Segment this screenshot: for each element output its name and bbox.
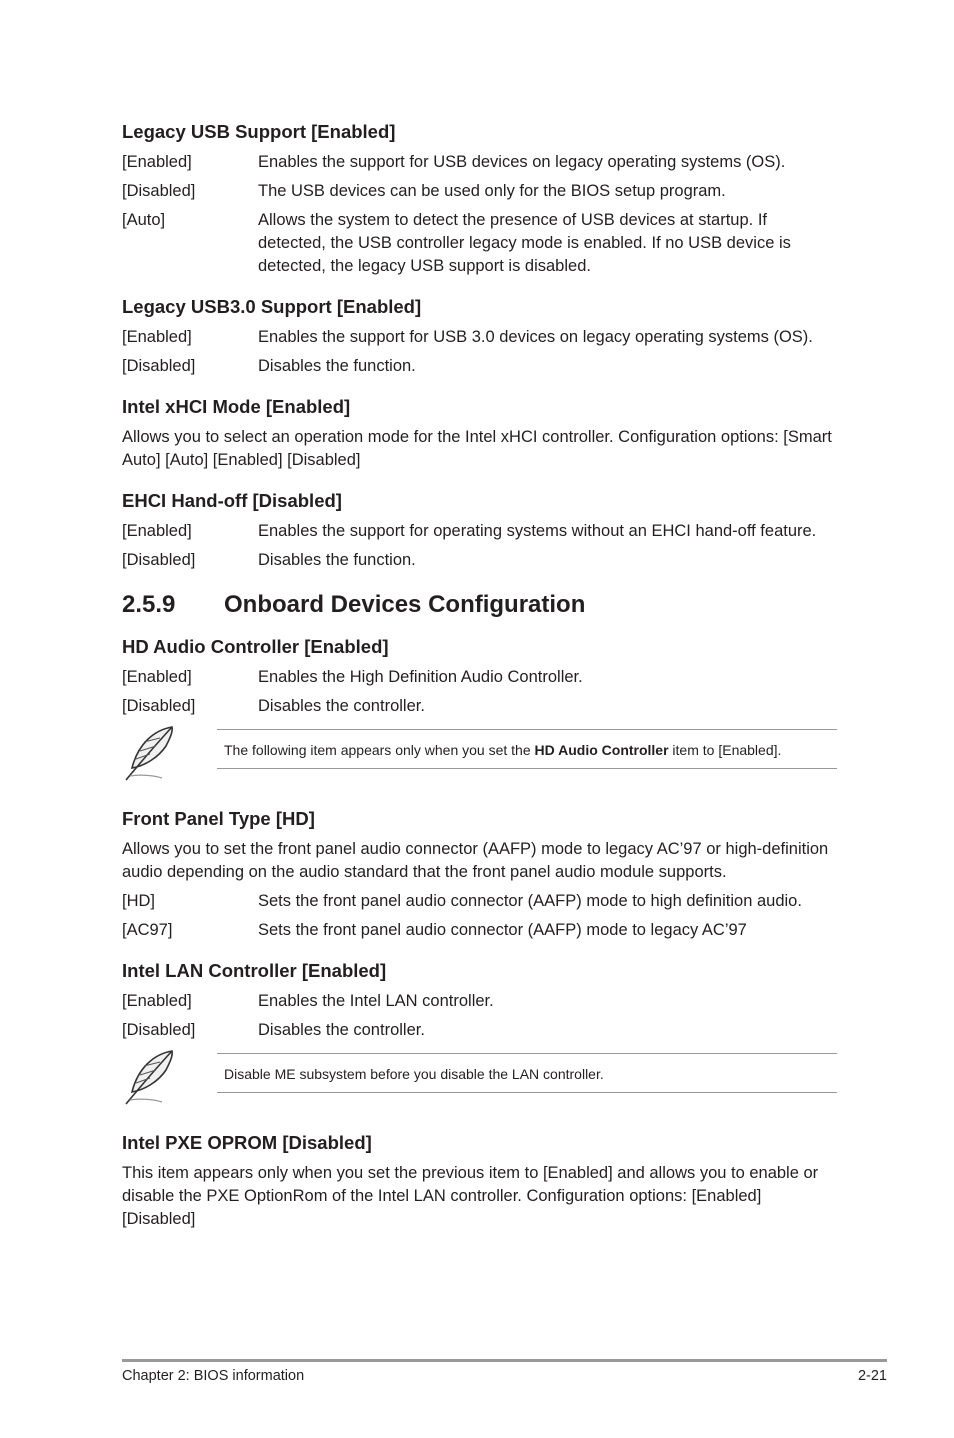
note-text: The following item appears only when you set the HD Audio Controller item to [Enabled]. (217, 729, 837, 769)
option-key: [Disabled] (122, 697, 196, 715)
option-row (122, 919, 837, 942)
section-ehci-handoff (122, 490, 837, 572)
option-desc: Allows the system to detect the presence of USB devices at startup. If detected, the USB controller legacy mode is enabled. If no USB device is detected, the legacy USB support is disabled. (258, 211, 791, 275)
section-heading: EHCI Hand-off [Disabled] (122, 490, 342, 511)
option-row (122, 890, 837, 913)
option-row (122, 549, 837, 572)
option-key: [Enabled] (122, 522, 192, 540)
section-paragraph: Allows you to set the front panel audio connector (AAFP) mode to legacy AC’97 or high-definition audio depending on the audio standard that the front panel audio module supports. (122, 840, 829, 881)
section-paragraph: Allows you to select an operation mode for the Intel xHCI controller. Configuration options: [Smart Auto] [Auto] [Enabled] [Disabled] (122, 428, 832, 469)
chapter-section-heading (122, 590, 837, 620)
option-row (122, 1019, 837, 1042)
option-key: [Disabled] (122, 551, 196, 569)
section-number: 2.5.9 (122, 591, 176, 618)
option-desc: Disables the function. (258, 551, 416, 569)
option-key: [AC97] (122, 921, 173, 939)
option-key: [Enabled] (122, 328, 192, 346)
footer-divider (122, 1359, 887, 1362)
note-callout (122, 724, 837, 790)
option-key: [Auto] (122, 211, 166, 229)
option-desc: Enables the Intel LAN controller. (258, 992, 494, 1010)
option-desc: Disables the controller. (258, 1021, 425, 1039)
option-key: [Disabled] (122, 182, 196, 200)
option-row (122, 520, 837, 543)
footer-page-number: 2-21 (857, 1368, 887, 1384)
section-intel-xhci-mode (122, 396, 837, 472)
section-heading: Intel LAN Controller [Enabled] (122, 960, 387, 981)
option-desc: Enables the High Definition Audio Controller. (258, 668, 583, 686)
option-key: [Disabled] (122, 357, 196, 375)
option-desc: Enables the support for USB devices on legacy operating systems (OS). (258, 153, 786, 171)
option-key: [Enabled] (122, 992, 192, 1010)
section-paragraph: This item appears only when you set the previous item to [Enabled] and allows you to enable or disable the PXE OptionRom of the Intel LAN controller. Configuration options: [Enabled] [Disabled] (122, 1164, 819, 1228)
feather-note-icon (122, 724, 180, 782)
section-heading: HD Audio Controller [Enabled] (122, 636, 389, 657)
option-key: [Enabled] (122, 668, 192, 686)
option-key: [HD] (122, 892, 155, 910)
option-row (122, 326, 837, 349)
section-intel-pxe-oprom (122, 1132, 837, 1231)
section-front-panel-type (122, 808, 837, 942)
option-row (122, 209, 837, 278)
section-heading: Intel xHCI Mode [Enabled] (122, 396, 351, 417)
option-key: [Enabled] (122, 153, 192, 171)
option-row (122, 151, 837, 174)
footer-chapter: Chapter 2: BIOS information (122, 1368, 305, 1384)
option-row (122, 990, 837, 1013)
section-heading: Intel PXE OPROM [Disabled] (122, 1132, 372, 1153)
note-text: Disable ME subsystem before you disable the LAN controller. (217, 1053, 837, 1093)
option-desc: The USB devices can be used only for the BIOS setup program. (258, 182, 726, 200)
option-row (122, 695, 837, 718)
section-heading: Legacy USB3.0 Support [Enabled] (122, 296, 422, 317)
section-legacy-usb-support (122, 121, 837, 278)
section-hd-audio-controller (122, 636, 837, 718)
feather-note-icon (122, 1048, 180, 1106)
page-content (122, 121, 837, 1237)
section-legacy-usb3-support (122, 296, 837, 378)
option-desc: Enables the support for operating systems without an EHCI hand-off feature. (258, 522, 817, 540)
section-heading: Legacy USB Support [Enabled] (122, 121, 396, 142)
option-desc: Sets the front panel audio connector (AAFP) mode to legacy AC’97 (258, 921, 747, 939)
option-desc: Disables the controller. (258, 697, 425, 715)
option-row (122, 355, 837, 378)
note-callout (122, 1048, 837, 1114)
option-row (122, 180, 837, 203)
option-desc: Disables the function. (258, 357, 416, 375)
option-row (122, 666, 837, 689)
section-heading: Front Panel Type [HD] (122, 808, 315, 829)
section-title: Onboard Devices Configuration (224, 591, 586, 618)
option-desc: Enables the support for USB 3.0 devices on legacy operating systems (OS). (258, 328, 813, 346)
option-key: [Disabled] (122, 1021, 196, 1039)
section-intel-lan-controller (122, 960, 837, 1042)
option-desc: Sets the front panel audio connector (AAFP) mode to high definition audio. (258, 892, 802, 910)
